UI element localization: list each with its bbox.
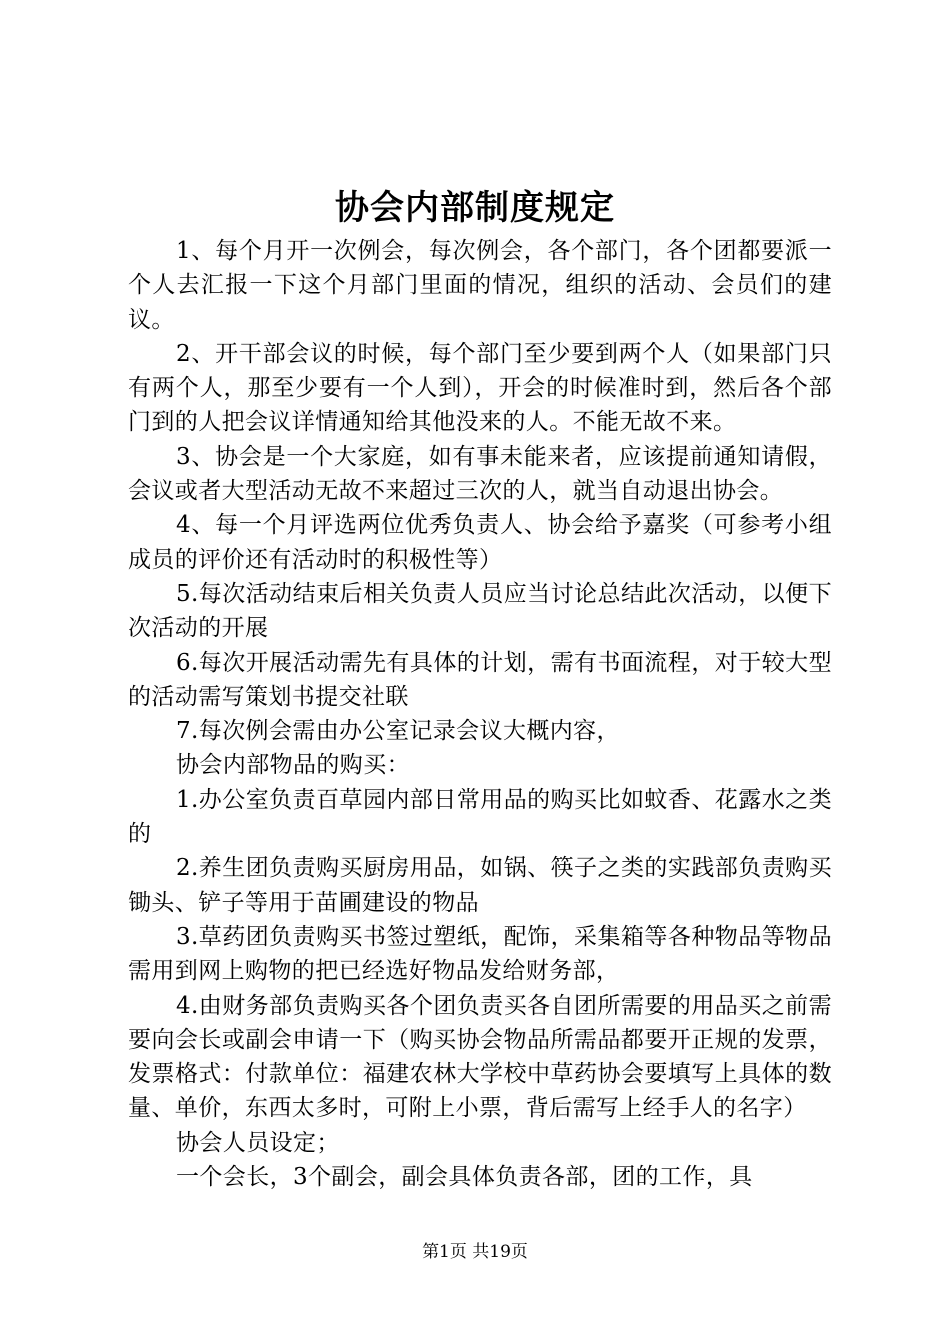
paragraph-7: 7.每次例会需由办公室记录会议大概内容， <box>176 718 620 745</box>
document-body <box>128 234 832 1194</box>
section-heading-personnel: 协会人员设定； <box>176 1129 340 1156</box>
personnel-paragraph: 一个会长，3个副会，副会具体负责各部，团的工作，具 <box>176 1164 753 1191</box>
paragraph-2: 2、开干部会议的时候，每个部门至少要到两个人（如果部门只有两个人，那至少要有一个人到），开会的时候准时到，然后各个部门到的人把会议详情通知给其他没来的人。不能无故不来。 <box>128 340 832 436</box>
purchase-item-1: 1.办公室负责百草园内部日常用品的购买比如蚊香、花露水之类的 <box>128 786 832 848</box>
purchase-item-3: 3.草药团负责购买书签过塑纸，配饰，采集箱等各种物品等物品需用到网上购物的把已经选好物品发给财务部， <box>128 923 832 985</box>
purchase-item-4: 4.由财务部负责购买各个团负责买各自团所需要的用品买之前需要向会长或副会申请一下（购买协会物品所需品都要开正规的发票，发票格式：付款单位：福建农林大学校中草药协会要填写上具体的数量、单价，东西太多时，可附上小票，背后需写上经手人的名字） <box>128 992 832 1122</box>
section-heading-purchasing: 协会内部物品的购买： <box>176 752 410 779</box>
paragraph-5: 5.每次活动结束后相关负责人员应当讨论总结此次活动，以便下次活动的开展 <box>128 580 832 642</box>
page-footer: 第1页 共19页 <box>422 1242 528 1262</box>
document-title: 协会内部制度规定 <box>335 188 615 228</box>
paragraph-4: 4、每一个月评选两位优秀负责人、协会给予嘉奖（可参考小组成员的评价还有活动时的积极性等） <box>128 512 832 573</box>
paragraph-6: 6.每次开展活动需先有具体的计划，需有书面流程，对于较大型的活动需写策划书提交社联 <box>128 649 832 710</box>
paragraph-3: 3、协会是一个大家庭，如有事未能来者，应该提前通知请假，会议或者大型活动无故不来超过三次的人，就当自动退出协会。 <box>128 443 832 505</box>
purchase-item-2: 2.养生团负责购买厨房用品，如锅、筷子之类的实践部负责购买锄头、铲子等用于苗圃建设的物品 <box>128 855 832 916</box>
paragraph-1: 1、每个月开一次例会，每次例会，各个部门，各个团都要派一个人去汇报一下这个月部门里面的情况，组织的活动、会员们的建议。 <box>128 238 832 333</box>
